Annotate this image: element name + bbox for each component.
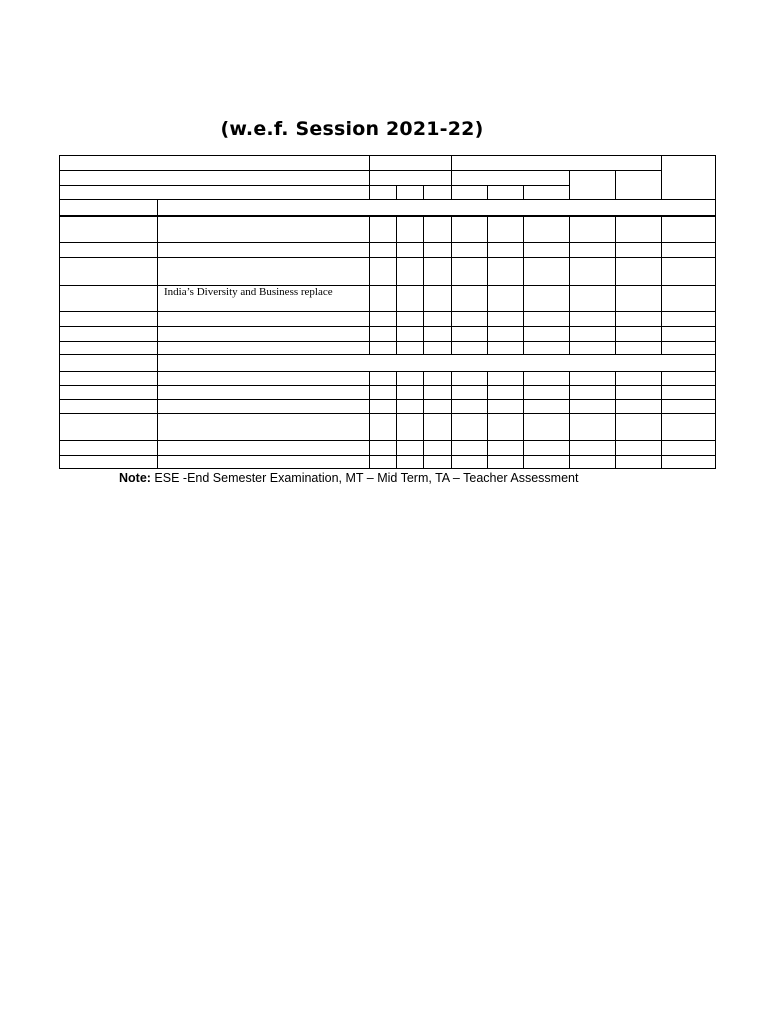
footnote: [119, 470, 578, 486]
footnote-text: ESE -End Semester Examination, MT – Mid Term, TA – Teacher Assessment: [150, 471, 579, 485]
table-cell-course-title: India’s Diversity and Business replace: [164, 286, 333, 298]
scheme-table: [59, 155, 716, 469]
page-title: (w.e.f. Session 2021-22): [220, 118, 484, 140]
table-grid: [59, 155, 716, 469]
footnote-label: Note:: [119, 471, 151, 485]
